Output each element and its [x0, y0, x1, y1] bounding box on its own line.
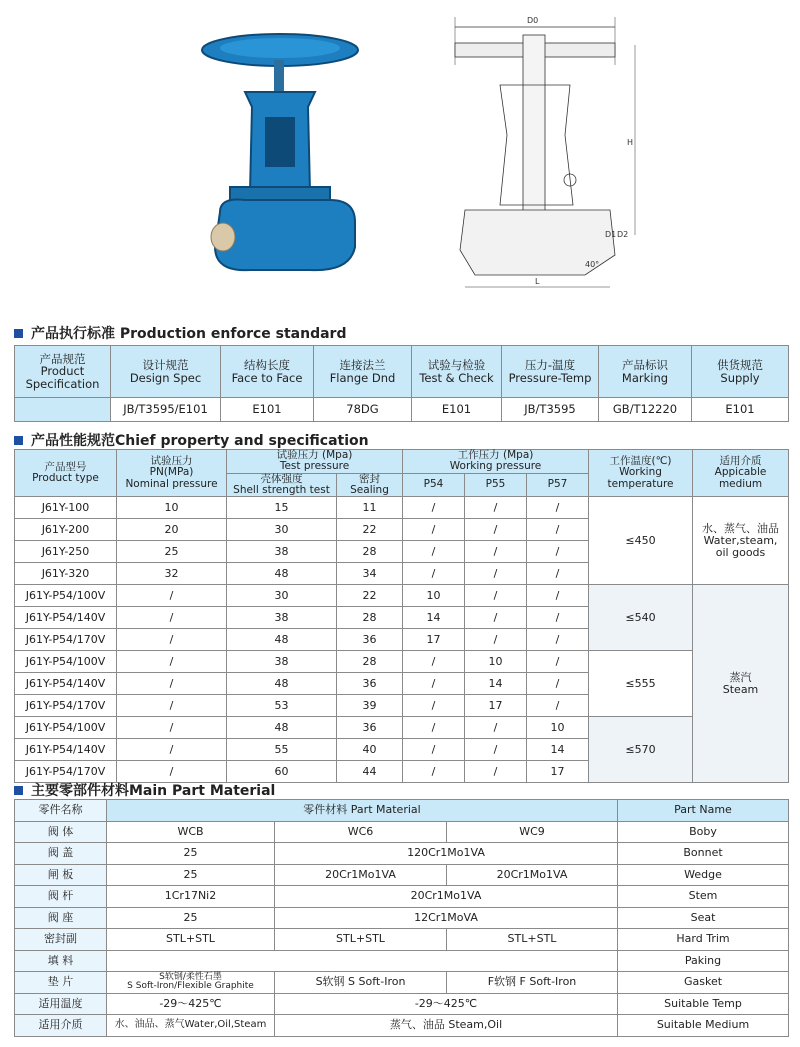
property-table: [14, 449, 789, 783]
material-table: [14, 799, 789, 1037]
temp-cell: ≤450: [589, 497, 693, 585]
section-title-main-part-material: 主要零部件材料Main Part Material: [14, 780, 275, 800]
table-row: J61Y-250 25 38 28 / / /: [15, 541, 789, 563]
header-shell-strength: 壳体强度 Shell strength test: [227, 473, 337, 497]
table-row: J61Y-P54/170V / 60 44 / / 17: [15, 761, 789, 783]
header-marking: 产品标识 Marking: [599, 346, 692, 398]
table-row: J61Y-P54/100V / 38 28 / 10 / ≤555: [15, 651, 789, 673]
table-row: 闸 板 25 20Cr1Mo1VA 20Cr1Mo1VA Wedge: [15, 864, 789, 886]
temp-cell: ≤540: [589, 585, 693, 651]
section-bullet-icon: [14, 436, 23, 445]
table-row: 密封副 STL+STL STL+STL STL+STL Hard Trim: [15, 929, 789, 951]
header-part-cn: 零件名称: [15, 800, 107, 822]
svg-text:D0: D0: [527, 16, 539, 25]
svg-text:L: L: [535, 277, 540, 286]
section-title-chief-property: 产品性能规范Chief property and specification: [14, 430, 369, 450]
medium-cell: 蒸汽 Steam: [693, 585, 789, 783]
value-test-check: E101: [412, 398, 502, 422]
spec-values-label: [15, 398, 111, 422]
header-nominal-pressure: 试验压力 PN(MPa) Nominal pressure: [117, 450, 227, 497]
production-standard-table: [14, 345, 789, 422]
valve-technical-drawing: [445, 5, 645, 290]
table-row: 阀 盖 25 120Cr1Mo1VA Bonnet: [15, 843, 789, 865]
value-supply: E101: [692, 398, 789, 422]
temp-cell: ≤570: [589, 717, 693, 783]
header-part-name: Part Name: [618, 800, 789, 822]
value-face-to-face: E101: [221, 398, 314, 422]
header-working-pressure: 工作压力 (Mpa) Working pressure: [403, 450, 589, 474]
header-part-material: 零件材料 Part Material: [107, 800, 618, 822]
table-row: J61Y-200 20 30 22 / / /: [15, 519, 789, 541]
header-flange: 连接法兰 Flange Dnd: [314, 346, 412, 398]
header-design-spec: 设计规范 Design Spec: [111, 346, 221, 398]
value-design-spec: JB/T3595/E101: [111, 398, 221, 422]
header-face-to-face: 结构长度 Face to Face: [221, 346, 314, 398]
header-p57: P57: [527, 473, 589, 497]
header-product-type: 产品型号 Product type: [15, 450, 117, 497]
table-row: J61Y-100 10 15 11 / / / ≤450 水、蒸气、油品 Water,steam, oil goods: [15, 497, 789, 519]
table-row: J61Y-P54/140V / 48 36 / 14 /: [15, 673, 789, 695]
svg-text:H: H: [627, 138, 634, 147]
header-test-pressure: 试验压力 (Mpa) Test pressure: [227, 450, 403, 474]
table-row: 填 料 Paking: [15, 950, 789, 972]
valve-photo: [190, 22, 375, 277]
svg-text:D1: D1: [605, 230, 617, 239]
header-test-check: 试验与检验 Test & Check: [412, 346, 502, 398]
table-row: J61Y-P54/140V / 38 28 14 / /: [15, 607, 789, 629]
table-row: J61Y-320 32 48 34 / / /: [15, 563, 789, 585]
table-row: J61Y-P54/100V / 30 22 10 / / ≤540 蒸汽 Steam: [15, 585, 789, 607]
section-title-production-standard: 产品执行标准 Production enforce standard: [14, 323, 346, 343]
table-row: 适用介质 水、油品、蒸气Water,Oil,Steam 蒸气、油品 Steam,Oil Suitable Medium: [15, 1015, 789, 1037]
header-p54: P54: [403, 473, 465, 497]
section-bullet-icon: [14, 329, 23, 338]
header-working-temp: 工作温度(℃) Working temperature: [589, 450, 693, 497]
header-sealing: 密封 Sealing: [337, 473, 403, 497]
header-product-spec: 产品规范 Product Specification: [15, 346, 111, 398]
header-pressure-temp: 压力-温度 Pressure-Temp: [502, 346, 599, 398]
table-row: 垫 片 S软钢/柔性石墨 S Soft-Iron/Flexible Graphite S软钢 S Soft-Iron F软钢 F Soft-Iron Gasket: [15, 972, 789, 994]
table-row: 阀 座 25 12Cr1MoVA Seat: [15, 907, 789, 929]
medium-cell: 水、蒸气、油品 Water,steam, oil goods: [693, 497, 789, 585]
table-row: 适用温度 -29～425℃ -29～425℃ Suitable Temp: [15, 993, 789, 1015]
table-row: J61Y-P54/170V / 48 36 17 / /: [15, 629, 789, 651]
header-medium: 适用介质 Appicable medium: [693, 450, 789, 497]
header-p55: P55: [465, 473, 527, 497]
svg-text:40°: 40°: [585, 260, 600, 269]
svg-text:D2: D2: [617, 230, 629, 239]
value-flange: 78DG: [314, 398, 412, 422]
table-row: 阀 体 WCB WC6 WC9 Boby: [15, 821, 789, 843]
table-row: J61Y-P54/140V / 55 40 / / 14: [15, 739, 789, 761]
value-pressure-temp: JB/T3595: [502, 398, 599, 422]
table-row: J61Y-P54/170V / 53 39 / 17 /: [15, 695, 789, 717]
value-marking: GB/T12220: [599, 398, 692, 422]
section-bullet-icon: [14, 786, 23, 795]
temp-cell: ≤555: [589, 651, 693, 717]
table-row: J61Y-P54/100V / 48 36 / / 10 ≤570: [15, 717, 789, 739]
header-supply: 供货规范 Supply: [692, 346, 789, 398]
table-row: 阀 杆 1Cr17Ni2 20Cr1Mo1VA Stem: [15, 886, 789, 908]
